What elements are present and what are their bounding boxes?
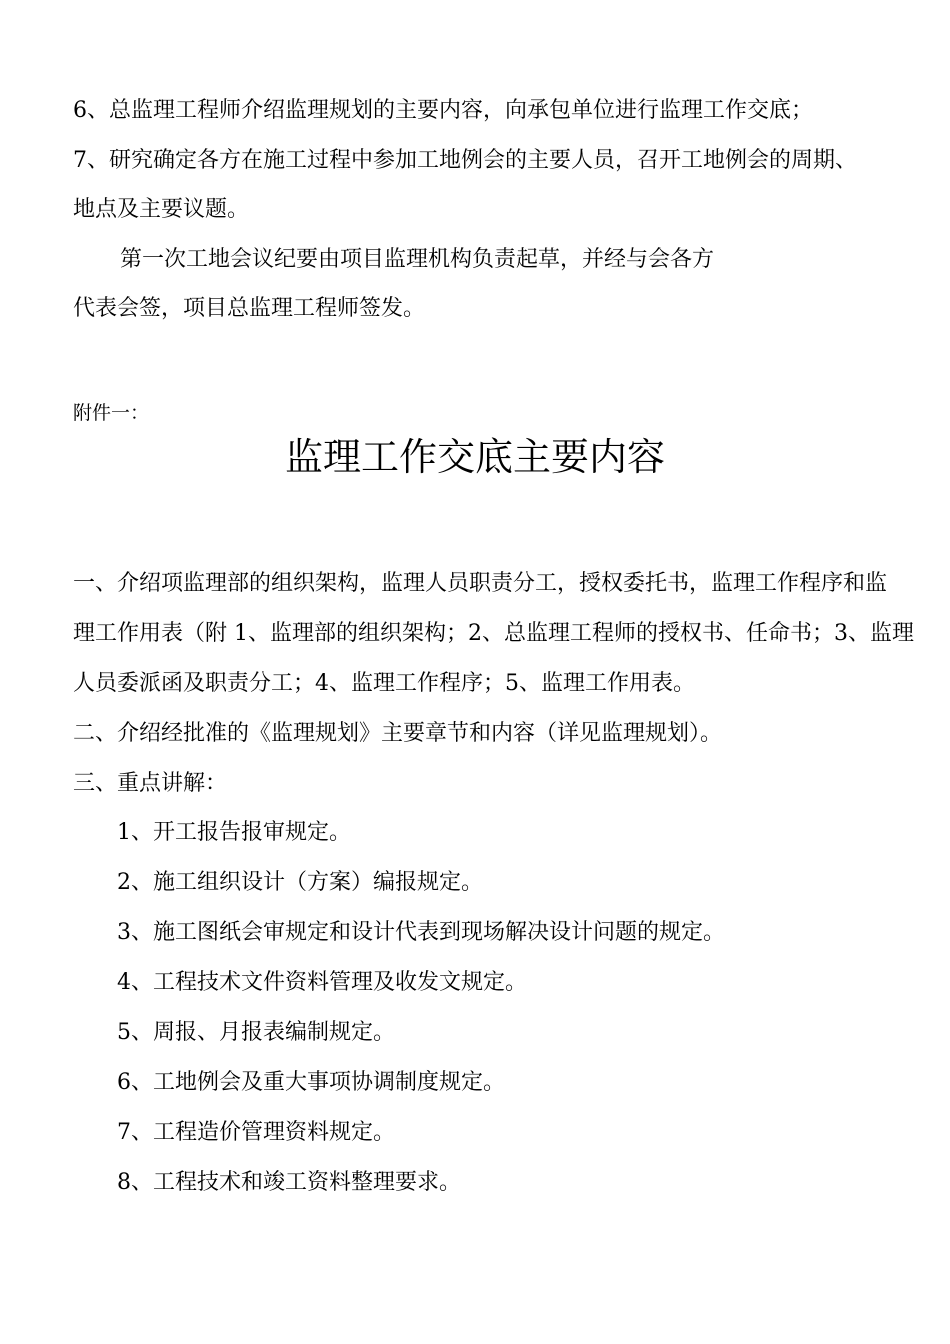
list-item-6: 6、工地例会及重大事项协调制度规定。 [117,1070,505,1095]
list-item-4: 4、工程技术文件资料管理及收发文规定。 [117,970,527,995]
list-item-7: 7、工程造价管理资料规定。 [117,1120,395,1145]
section-1-line-2: 理工作用表（附 1、监理部的组织架构；2、总监理工程师的授权书、任命书；3、监理 [73,621,914,646]
attachment-label: 附件一： [73,402,150,424]
list-item-3: 3、施工图纸会审规定和设计代表到现场解决设计问题的规定。 [117,920,725,945]
section-2: 二、介绍经批准的《监理规划》主要章节和内容（详见监理规划）。 [73,721,723,746]
list-item-1: 1、开工报告报审规定。 [117,820,351,845]
section-1-line-3: 人员委派函及职责分工；4、监理工作程序；5、监理工作用表。 [73,671,695,696]
list-item-8: 8、工程技术和竣工资料整理要求。 [117,1170,461,1195]
list-item-2: 2、施工组织设计（方案）编报规定。 [117,870,483,895]
meeting-minutes-paragraph: 第一次工地会议纪要由项目监理机构负责起草，并经与会各方 [120,247,715,272]
intro-line-6: 6、总监理工程师介绍监理规划的主要内容，向承包单位进行监理工作交底； [73,98,813,123]
list-item-5: 5、周报、月报表编制规定。 [117,1020,395,1045]
section-1-line-1: 一、介绍项监理部的组织架构，监理人员职责分工，授权委托书，监理工作程序和监 [73,571,888,596]
intro-line-7-cont: 地点及主要议题。 [73,197,250,222]
section-3-heading: 三、重点讲解： [73,771,228,796]
meeting-minutes-paragraph-cont: 代表会签，项目总监理工程师签发。 [73,296,426,321]
document-title: 监理工作交底主要内容 [284,435,665,479]
intro-line-7: 7、研究确定各方在施工过程中参加工地例会的主要人员，召开工地例会的周期、 [73,148,857,173]
